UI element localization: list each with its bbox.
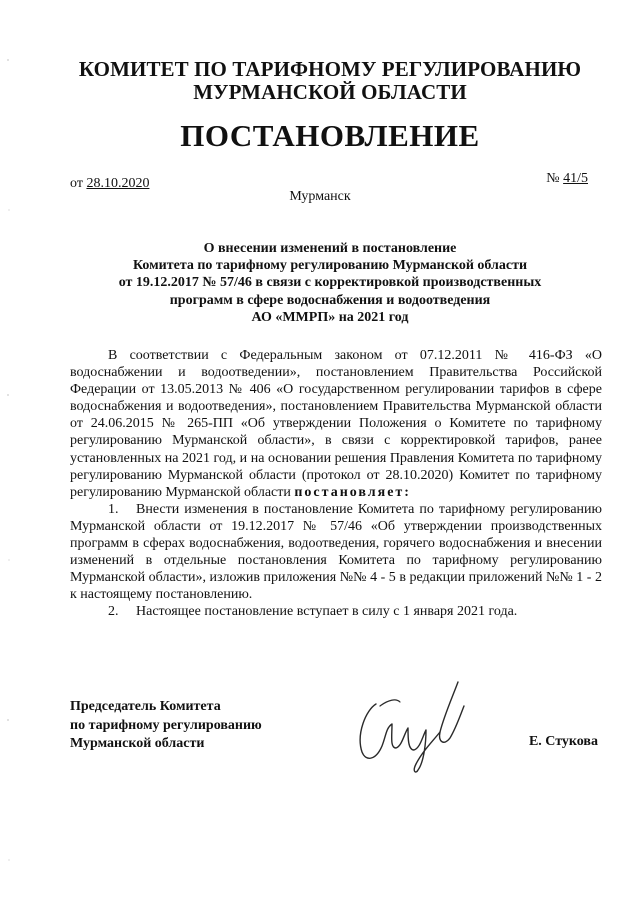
organization-title-line1: КОМИТЕТ ПО ТАРИФНОМУ РЕГУЛИРОВАНИЮ (78, 57, 582, 81)
document-type: ПОСТАНОВЛЕНИЕ (180, 118, 480, 153)
resolution-item (70, 501, 602, 604)
position-line: Председатель Комитета (70, 699, 221, 714)
position-line: по тарифному регулированию (70, 717, 262, 733)
date-prefix: от (70, 176, 87, 191)
item-text: Внести изменения в постановление Комитета по тарифному регулированию Мурманской области от 19.12.2017 № 57/46 «Об утверждении производственных программ в сферах водоснабжения, водоотведения, горячего водоснабжения и внесении изменений в отдельные постановления Комитета по тарифному регулированию Мурманской области», изложив приложения №№ 4 - 5 в редакции приложений №№ 1 - 2 к настоящему постановлению. (70, 501, 602, 603)
resolution-item (70, 603, 602, 620)
preamble-paragraph (70, 347, 602, 501)
signatory-position (70, 698, 262, 754)
item-number: 2. (108, 604, 119, 620)
preamble-text: В соответствии с Федеральным законом от 07.12.2011 № 416-ФЗ «О водоснабжении и водоотведении», постановлением Правительства Российской Федерации от 13.05.2013 № 406 «О государственном регулировании тарифов в сфере водоснабжения и водоотведения», постановлением Правительства Мурманской области от 24.06.2015 № 265-ПП «Об утверждении Положения о Комитете по тарифному регулированию Мурманской области», в связи с корректировкой тарифов, ранее установленных на 2021 год, и на основании решения Правления Комитета по тарифному регулированию Мурманской области (протокол от 28.10.2020) Комитет по тарифному регулированию Мурманской области (70, 348, 602, 500)
subject-line: от 19.12.2017 № 57/46 в связи с корректировкой производственных (118, 275, 542, 291)
handwritten-signature (340, 676, 480, 776)
scan-edge-speckle (6, 0, 12, 905)
number-prefix: № (546, 171, 564, 186)
organization-title-line2: МУРМАНСКОЙ ОБЛАСТИ (193, 80, 467, 104)
document-number (546, 171, 588, 187)
document-city: Мурманск (289, 189, 351, 204)
subject-line: Комитета по тарифному регулированию Мурманской области (132, 258, 528, 274)
document-subject (70, 240, 590, 326)
item-text: Настоящее постановление вступает в силу с 1 января 2021 года. (136, 604, 518, 620)
item-number: 1. (108, 501, 119, 517)
organization-title (40, 58, 620, 104)
resolves-word: постановляет: (294, 484, 411, 500)
subject-line: О внесении изменений в постановление (203, 241, 457, 256)
number-value: 41/5 (563, 171, 588, 186)
date-value: 28.10.2020 (86, 176, 150, 191)
subject-line: программ в сфере водоснабжения и водоотведения (169, 292, 491, 308)
subject-line: АО «ММРП» на 2021 год (251, 309, 409, 325)
signer-name: Е. Стукова (528, 734, 598, 749)
document-body (70, 347, 602, 621)
position-line: Мурманской области (70, 736, 205, 751)
